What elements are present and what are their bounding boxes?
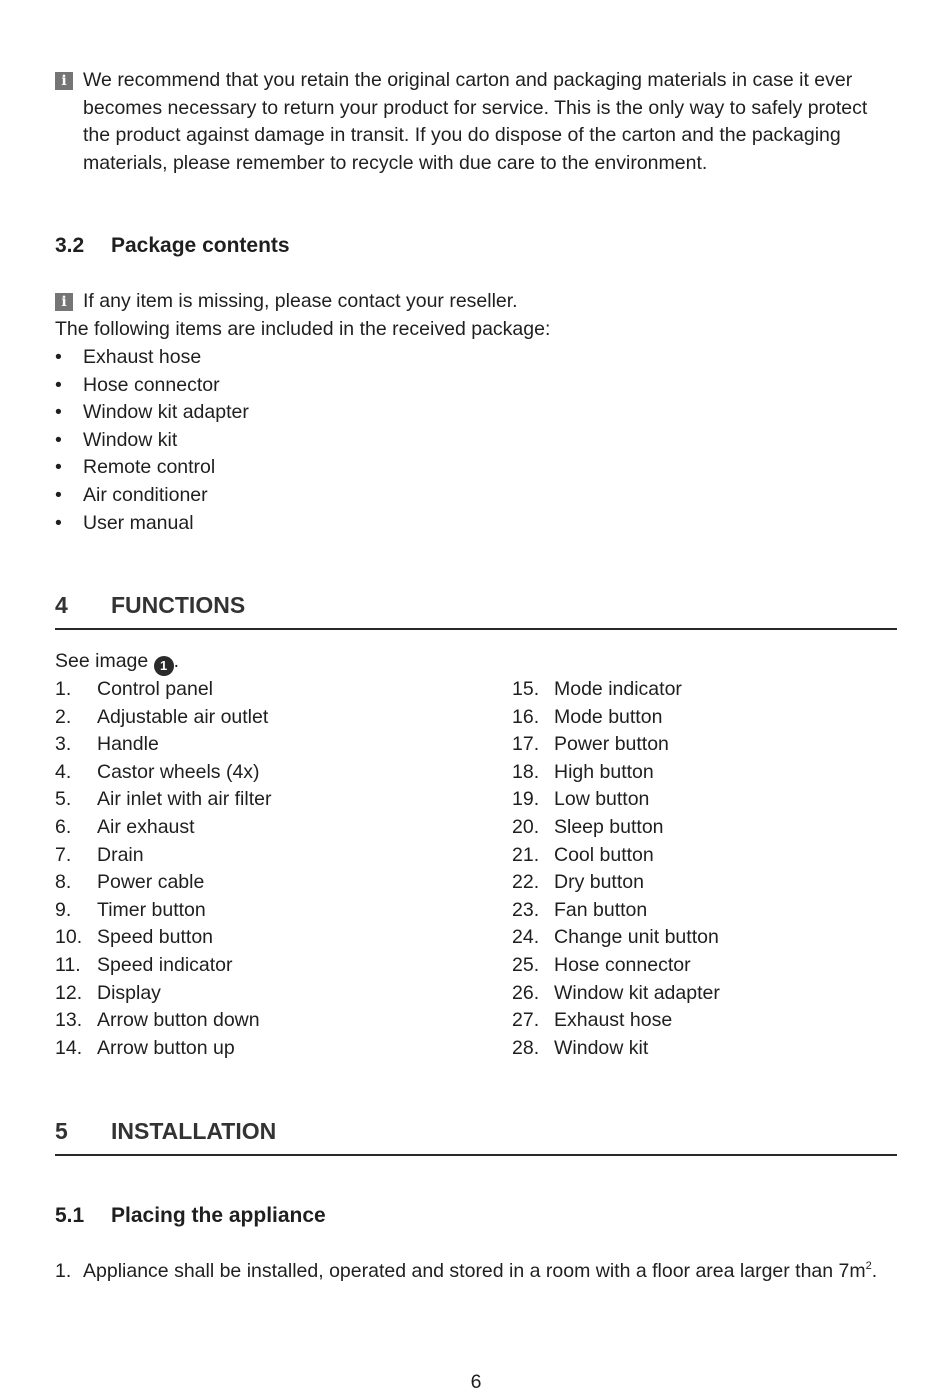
see-image-text: See image [55, 650, 149, 672]
function-item [55, 869, 271, 897]
function-item [55, 842, 271, 870]
function-item-label: Speed indicator [97, 953, 233, 976]
missing-item-note-text: If any item is missing, please contact your reseller. [83, 290, 518, 312]
section-number: 5 [55, 1118, 68, 1144]
section-heading-4 [55, 590, 897, 620]
package-item-label: Hose connector [83, 373, 220, 396]
function-item [55, 952, 271, 980]
see-image-line [55, 648, 179, 676]
function-item-label: Power cable [97, 871, 205, 894]
function-item [55, 704, 271, 732]
function-item-label: Arrow button up [97, 1036, 235, 1059]
function-item-number: 19. [512, 788, 540, 811]
function-item [512, 704, 720, 732]
function-item-label: Arrow button down [97, 1009, 260, 1032]
section-number: 5.1 [55, 1204, 85, 1227]
function-item-number: 17. [512, 733, 540, 756]
function-item [512, 897, 720, 925]
package-item-label: Window kit [83, 428, 178, 451]
function-item-number: 25. [512, 953, 540, 976]
package-contents-list [55, 344, 249, 537]
function-item-number: 9. [55, 898, 72, 921]
section-title: Package contents [111, 234, 290, 257]
section-divider [55, 628, 897, 630]
package-item [55, 344, 249, 372]
function-item [55, 1007, 271, 1035]
bullet-icon: • [55, 483, 62, 506]
function-item-label: Sleep button [554, 815, 664, 838]
function-item [512, 759, 720, 787]
package-item-label: Exhaust hose [83, 346, 202, 368]
function-item [55, 980, 271, 1008]
missing-item-note [55, 288, 897, 316]
package-item [55, 510, 249, 538]
bullet-icon: • [55, 456, 62, 479]
function-item [512, 924, 720, 952]
info-note-text: We recommend that you retain the original carton and packaging materials in case it ever becomes necessary to return your product for service. This is the only way to safely protect the product against damage in transit. If you do dispose of the carton and the packaging materials, please remember to recycle with due care to the environment. [83, 69, 868, 174]
function-item-number: 2. [55, 705, 72, 728]
function-item [55, 897, 271, 925]
section-divider [55, 1154, 897, 1156]
section-number: 3.2 [55, 234, 85, 257]
function-item-label: Hose connector [554, 953, 691, 976]
function-item-label: Mode indicator [554, 678, 682, 700]
section-heading-5-1 [55, 1202, 326, 1230]
package-item-label: Window kit adapter [83, 401, 249, 424]
function-item-number: 14. [55, 1036, 83, 1059]
function-item-number: 10. [55, 926, 83, 949]
step-text: Appliance shall be installed, operated and stored in a room with a floor area larger than 7m [83, 1260, 866, 1282]
package-item-label: Remote control [83, 456, 216, 479]
function-item [512, 869, 720, 897]
function-item-number: 6. [55, 815, 72, 838]
function-item-number: 15. [512, 678, 540, 700]
installation-step-1 [55, 1258, 897, 1286]
section-title: FUNCTIONS [111, 592, 246, 618]
function-item-number: 22. [512, 871, 540, 894]
function-item [512, 980, 720, 1008]
function-item-number: 3. [55, 733, 72, 756]
bullet-icon: • [55, 346, 62, 368]
function-item-label: Exhaust hose [554, 1009, 673, 1032]
function-item-label: Window kit adapter [554, 981, 720, 1004]
function-item-label: Fan button [554, 898, 648, 921]
info-note [55, 67, 897, 177]
function-item-label: Castor wheels (4x) [97, 760, 260, 783]
function-item-label: Timer button [97, 898, 206, 921]
package-item [55, 372, 249, 400]
function-item-label: Change unit button [554, 926, 719, 949]
function-item-label: Control panel [97, 678, 213, 700]
function-item [55, 1035, 271, 1063]
function-item-label: Cool button [554, 843, 654, 866]
function-item-number: 5. [55, 788, 72, 811]
step-end: . [871, 1260, 878, 1282]
function-item-number: 13. [55, 1009, 83, 1032]
bullet-icon: • [55, 428, 62, 451]
bullet-icon: • [55, 401, 62, 424]
function-item-number: 8. [55, 871, 72, 894]
section-heading-3-2 [55, 232, 290, 260]
function-item-label: Handle [97, 733, 159, 756]
function-item-label: Air exhaust [97, 815, 195, 838]
function-item-number: 27. [512, 1009, 540, 1032]
function-item [512, 786, 720, 814]
function-item [512, 814, 720, 842]
function-item-number: 28. [512, 1036, 540, 1059]
package-lead-text: The following items are included in the received package: [55, 318, 551, 340]
function-item-number: 20. [512, 815, 540, 838]
function-item [512, 676, 720, 704]
section-title: INSTALLATION [111, 1118, 277, 1144]
function-item-number: 23. [512, 898, 540, 921]
function-item-label: High button [554, 760, 654, 783]
function-item-label: Mode button [554, 705, 663, 728]
see-image-suffix: . [173, 650, 180, 672]
function-item-number: 16. [512, 705, 540, 728]
step-superscript: 2 [865, 1260, 872, 1272]
image-reference-badge: 1 [154, 656, 174, 676]
function-item-label: Window kit [554, 1036, 649, 1059]
package-item [55, 399, 249, 427]
function-item [55, 924, 271, 952]
function-item-number: 1. [55, 678, 72, 700]
function-item-label: Air inlet with air filter [97, 788, 272, 811]
function-item-number: 24. [512, 926, 540, 949]
function-item [55, 814, 271, 842]
function-item [512, 731, 720, 759]
package-item-label: Air conditioner [83, 483, 208, 506]
bullet-icon: • [55, 373, 62, 396]
package-item-label: User manual [83, 511, 194, 534]
function-item-label: Adjustable air outlet [97, 705, 269, 728]
bullet-icon: • [55, 511, 62, 534]
function-item-number: 7. [55, 843, 72, 866]
info-icon: i [55, 293, 73, 311]
info-icon: i [55, 72, 73, 90]
function-item [512, 952, 720, 980]
function-item [512, 1035, 720, 1063]
function-item-label: Drain [97, 843, 144, 866]
function-item [55, 759, 271, 787]
package-item [55, 454, 249, 482]
function-item-number: 21. [512, 843, 540, 866]
package-item [55, 482, 249, 510]
function-item-number: 4. [55, 760, 72, 783]
function-item [55, 786, 271, 814]
step-text-block [83, 1258, 897, 1286]
function-item [512, 1007, 720, 1035]
function-item-label: Power button [554, 733, 669, 756]
section-number: 4 [55, 592, 68, 618]
step-number: 1. [55, 1260, 72, 1282]
function-item-number: 26. [512, 981, 540, 1004]
package-item [55, 427, 249, 455]
functions-list-right [512, 676, 720, 1062]
page-number: 6 [470, 1371, 482, 1393]
function-item [55, 676, 271, 704]
function-item [55, 731, 271, 759]
function-item-label: Low button [554, 788, 650, 811]
function-item-number: 12. [55, 981, 83, 1004]
functions-list-left [55, 676, 271, 1062]
function-item-number: 18. [512, 760, 540, 783]
function-item-label: Dry button [554, 871, 644, 894]
function-item-label: Display [97, 981, 161, 1004]
function-item [512, 842, 720, 870]
function-item-number: 11. [55, 953, 81, 976]
function-item-label: Speed button [97, 926, 214, 949]
manual-page [55, 0, 897, 1392]
section-heading-5 [55, 1116, 897, 1146]
section-title: Placing the appliance [111, 1204, 326, 1227]
